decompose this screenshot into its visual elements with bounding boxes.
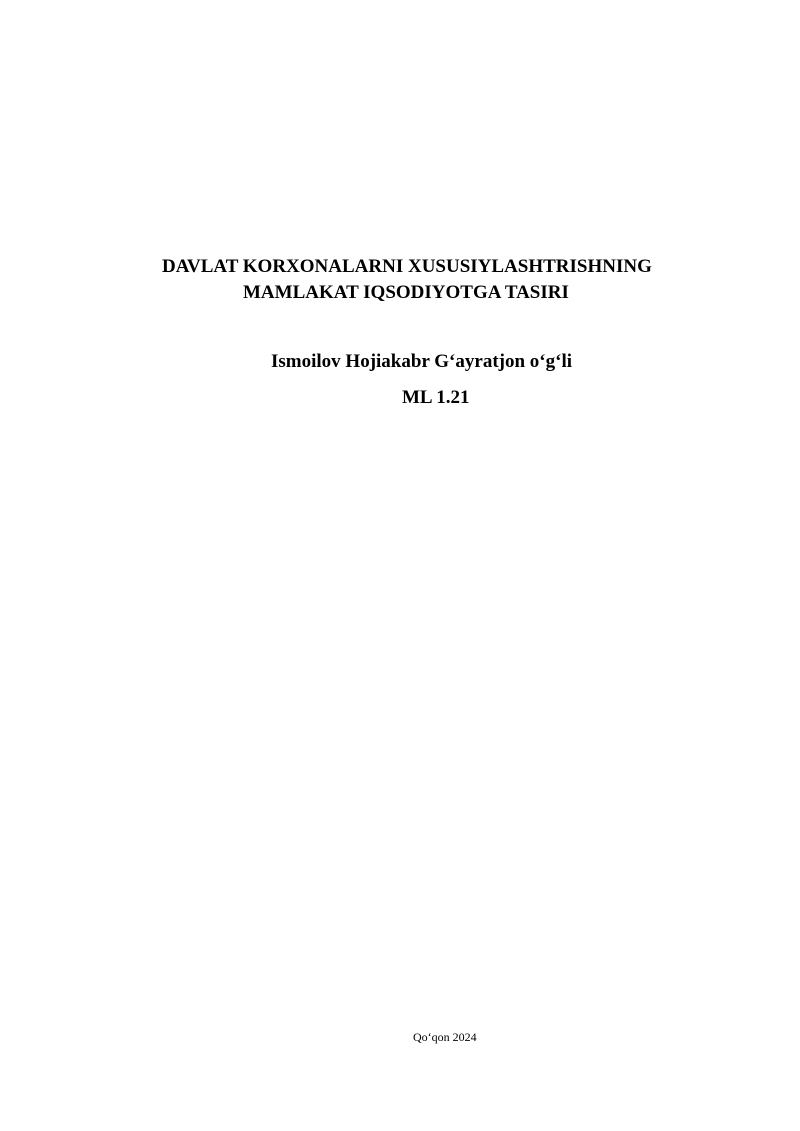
- title-line-2: MAMLAKAT IQSODIYOTGA TASIRI: [243, 282, 569, 303]
- place-year-footer: Qo‘qon 2024: [413, 1030, 477, 1044]
- author-name: Ismoilov Hojiakabr G‘ayratjon o‘g‘li: [271, 351, 573, 372]
- title-line-1: DAVLAT KORXONALARNI XUSUSIYLASHTRISHNING: [162, 256, 652, 277]
- group-code: ML 1.21: [402, 387, 470, 408]
